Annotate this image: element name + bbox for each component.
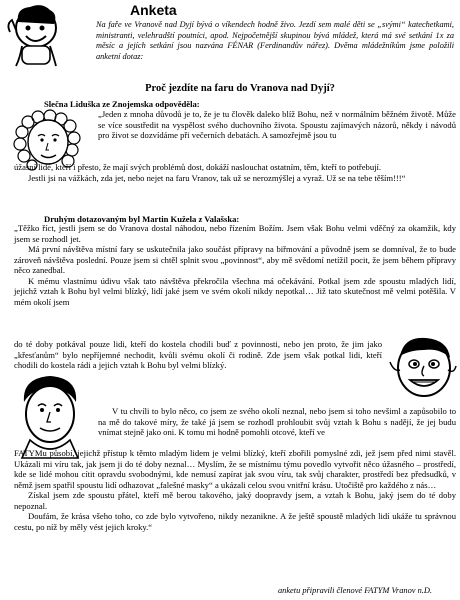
section1-body xyxy=(14,162,456,183)
section2-body-mid xyxy=(98,406,456,438)
section1-paragraph-wrapped: „Jeden z mnoha důvodů je to, že je tu člověk daleko blíž Bohu, než v normálním běžném životě. Může se více soustředit na vyspělost svého duchovního života. Spoustu zajímavých názorů, někdy i návodů pro život se dozvídáme při večerních debatách. A samozřejmě jsou tu xyxy=(98,109,456,140)
section2-paragraph-6: Doufám, že krása všeho toho, co zde bylo vytvořeno, nikdy nezanikne. A že ještě spoustě mladých lidí ukáže tu správnou cestu, po níž by měly vést jejich kroky.“ xyxy=(14,511,456,532)
cartoon-face-icon xyxy=(386,332,458,402)
survey-question: Proč jezdíte na faru do Vranova nad Dyjí? xyxy=(145,83,335,94)
section1-paragraph-continued: úžasní lidé, kteří i přesto, že mají svých problémů dost, dokáží naslouchat ostatním, těm, kteří to potřebují. xyxy=(14,162,382,172)
section2-paragraph-1: „Těžko říct, jestli jsem se do Vranova dostal náhodou, nebo řízením Božím. Jsem však Bohu velmi vděčný za okamžik, kdy jsem se rozhodl jet. xyxy=(14,223,456,244)
section2-paragraph-2: Má první návštěva místní fary se uskutečnila jako součást přípravy na biřmování a původně jsem se domníval, že to bude zároveň návštěva poslední. Pouze jsem si chtěl splnit svou „povinnost“, aby mě svědomí netížil pocit, že jsem během přípravy něco zanedbal. xyxy=(14,244,456,275)
section2-paragraph-3b: do té doby potkával pouze lidi, kteří do kostela chodili buď z povinnosti, nebo jen proto, že jim jako „křesťanům“ bylo nepříjemné nechodit, kvůli svému okolí či rodině. Zde jsem však potkal lidi, kteří chodili do kostela rádi a jejich vztah k Bohu byl velmi blízký. xyxy=(14,339,382,370)
cartoon-portrait-icon xyxy=(8,372,92,460)
section1-heading: Slečna Liduška ze Znojemska odpověděla: xyxy=(44,99,200,109)
article-title: Anketa xyxy=(130,2,177,18)
section2-paragraph-5: Získal jsem zde spoustu přátel, kteří mě berou takového, jaký doopravdy jsem, a vztah k Bohu, jaký jsem do té doby nepoznal. xyxy=(14,490,456,511)
section1-paragraph-2: Jestli jsi na vážkách, zda jet, nebo nejet na faru Vranov, tak už se nerozmýšlej a vyraž. Už se na tebe těším!!!“ xyxy=(28,172,406,183)
article-intro: Na faře ve Vranově nad Dyjí bývá o víkendech hodně živo. Jezdí sem malé děti se „svými“ katechetkami, ministranti, velehradští poutníci, apod. Nejpočetnější skupinou bývá mládež, která má své setkání 1x za měsíc a jejích setkání jsou nazvána FÉNAR (Ferdinandův nářez). Dvěma mládežníkům jsme položili anketní dotaz: xyxy=(96,20,454,61)
section2-body-top xyxy=(14,223,456,307)
section2-paragraph-4b: FATYMu působí, jejichž přístup k těmto mladým lidem je velmi blízký, kteří zbořili pomyslné zdi, jež jsem před nimi stavěl. Ukázali mi víru tak, jak jsem ji do té doby neznal… Myslím, že se místnímu týmu povedlo vytvořit něco úžasného – prostředí, kde se lidé mohou cítit opravdu svobodnými, kde nemusí zapírat jak svou víru, tak svůj charakter, prostředí bez předsudků, v němž jsem spatřil spoustu lidí odhazovat „falešné masky“ a ukázali celou svou vnitřní krásu. Utočiště pro každého z nás… xyxy=(14,448,456,490)
section2-body-bottom xyxy=(14,448,456,532)
article-signature: anketu připravili členové FATYM Vranov n.D. xyxy=(277,586,432,595)
cartoon-waving-person-icon xyxy=(6,2,66,68)
section2-heading: Druhým dotazovaným byl Martin Kužela z Valašska: xyxy=(44,214,240,224)
section2-paragraph-4a: V tu chvíli to bylo něco, co jsem ze svého okolí neznal, nebo jsem si toho nevšiml a zapůsobilo to na mě do takové míry, že také já jsem se rozhodl prohloubit svůj vztah k Bohu s nadějí, že jej budu vnímat stejně jako oni. K tomu mi hodně pomohli otcové, kteří ve xyxy=(98,406,456,437)
section2-body-narrow xyxy=(14,339,382,371)
section2-paragraph-3a: K mému vlastnímu údivu však tato návštěva překročila všechna má očekávání. Potkal jsem zde spoustu mladých lidí, jejichž vztah k Bohu byl velmi blízký, lidí jaké jsem ve svém okolí nikdy nepotkal… Již tato skutečnost mě velmi potěšila. V mém okolí jsem xyxy=(14,275,456,307)
